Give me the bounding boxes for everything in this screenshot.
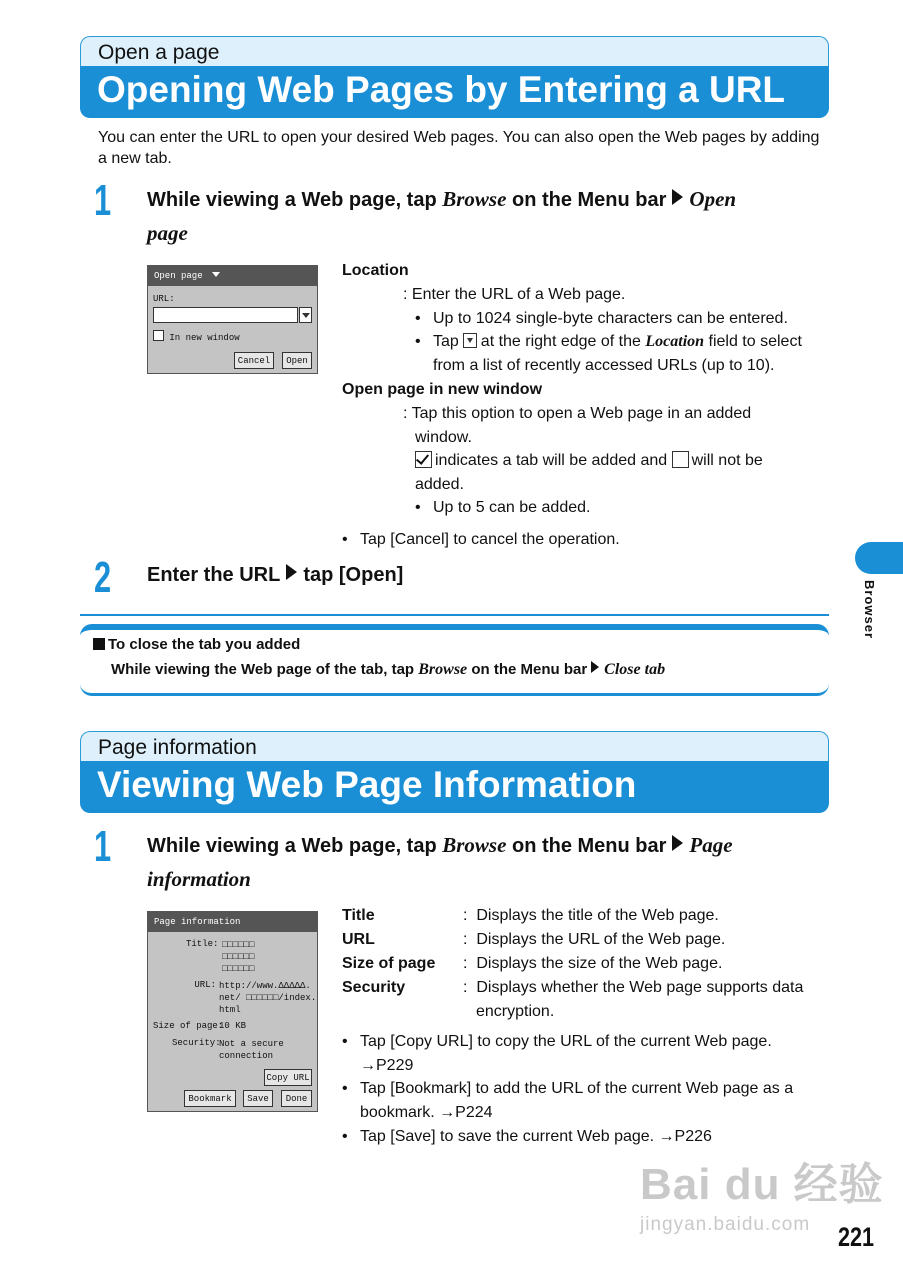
arrow-icon	[591, 661, 599, 673]
page-info-screen	[147, 911, 318, 1112]
side-tab-label: Browser	[862, 580, 877, 640]
step-instruction-2: Enter the URL tap [Open]	[147, 564, 404, 586]
field-security-label: Security	[342, 979, 406, 996]
note-box	[80, 624, 829, 696]
section-title: Opening Web Pages by Entering a URL	[80, 66, 829, 118]
bullet-copy-url: • Tap [Copy URL] to copy the URL of the current Web page. →P229	[342, 1033, 772, 1074]
size-value: 10 KB	[219, 1021, 247, 1031]
url-dropdown-button[interactable]	[299, 307, 312, 323]
section-subtitle: Open a page	[80, 36, 829, 66]
open-button[interactable]: Open	[282, 352, 312, 369]
url-label: URL:	[194, 980, 216, 990]
done-button[interactable]: Done	[281, 1090, 312, 1107]
arrow-icon	[286, 564, 297, 580]
step-number-2: 2	[94, 553, 112, 602]
side-tab-marker	[855, 542, 903, 574]
size-label: Size of page:	[153, 1021, 224, 1031]
security-value: Not a secure connection	[219, 1039, 284, 1061]
copy-url-button[interactable]: Copy URL	[264, 1069, 312, 1086]
save-button[interactable]: Save	[243, 1090, 273, 1107]
title-label: Title:	[186, 939, 219, 949]
step-number: 1	[94, 176, 112, 225]
menu-browse: Browse	[442, 187, 507, 211]
checked-box-icon	[415, 451, 432, 468]
new-window-desc: : Tap this option to open a Web page in an added window. indicates a tab will be added and will not be added.	[403, 405, 763, 493]
dropdown-icon	[463, 333, 477, 348]
bullet-save: • Tap [Save] to save the current Web page. →P226	[342, 1128, 712, 1145]
unchecked-box-icon	[672, 451, 689, 468]
new-window-option[interactable]	[153, 330, 240, 343]
chevron-down-icon	[212, 272, 220, 277]
field-size-desc: : Displays the size of the Web page.	[463, 955, 723, 972]
new-window-label: Open page in new window	[342, 381, 543, 398]
field-title-desc: : Displays the title of the Web page.	[463, 907, 719, 924]
divider	[80, 614, 829, 616]
title-value: □□□□□□ □□□□□□ □□□□□□	[222, 940, 255, 974]
section-header-open-page	[80, 36, 829, 118]
open-page-screen	[147, 265, 318, 374]
cancel-button[interactable]: Cancel	[234, 352, 274, 369]
watermark: Bai du 经验 jingyan.baidu.com	[640, 1160, 884, 1235]
page-number: 221	[838, 1222, 875, 1252]
checkbox-label: In new window	[169, 333, 240, 343]
screen-title-bar: Page information	[148, 912, 317, 932]
location-bullet-1: • Up to 1024 single-byte characters can be entered.	[415, 310, 788, 327]
screen-title-bar: Open page	[148, 266, 317, 286]
section-header-page-info	[80, 731, 829, 813]
step-instruction: While viewing a Web page, tap Browse on the Menu bar Page information	[147, 833, 733, 891]
field-url-label: URL	[342, 931, 375, 948]
arrow-icon	[672, 835, 683, 851]
bookmark-button[interactable]: Bookmark	[184, 1090, 236, 1107]
location-label: Location	[342, 262, 409, 279]
field-size-label: Size of page	[342, 955, 436, 972]
section-title: Viewing Web Page Information	[80, 761, 829, 813]
square-bullet-icon	[93, 638, 105, 650]
bullet-bookmark: • Tap [Bookmark] to add the URL of the current Web page as a bookmark. →P224	[342, 1080, 794, 1121]
field-title-label: Title	[342, 907, 375, 924]
checkbox-icon[interactable]	[153, 330, 164, 341]
security-label: Security:	[172, 1038, 221, 1048]
cancel-note: • Tap [Cancel] to cancel the operation.	[342, 531, 620, 548]
location-bullet-2: • Tap at the right edge of the Location field to select from a list of recently accessed URLs (up to 10).	[415, 333, 802, 374]
step-instruction: While viewing a Web page, tap Browse on the Menu bar Open page	[147, 187, 737, 245]
url-value: http://www.ΔΔΔΔΔ. net/ □□□□□□/index. html	[219, 981, 317, 1015]
note-heading: To close the tab you added	[93, 636, 300, 653]
location-desc: : Enter the URL of a Web page.	[403, 286, 626, 303]
url-input[interactable]	[153, 307, 298, 323]
note-text: While viewing the Web page of the tab, tap Browse on the Menu bar Close tab	[111, 661, 666, 678]
url-label: URL:	[153, 294, 175, 304]
section-subtitle: Page information	[80, 731, 829, 761]
new-window-bullet: • Up to 5 can be added.	[415, 499, 591, 516]
dropdown-arrow-icon	[302, 313, 310, 318]
field-url-desc: : Displays the URL of the Web page.	[463, 931, 726, 948]
arrow-icon	[672, 189, 683, 205]
menu-browse: Browse	[442, 833, 507, 857]
field-security-desc: : Displays whether the Web page supports data encryption.	[463, 979, 804, 1020]
step-number: 1	[94, 822, 112, 871]
intro-text: You can enter the URL to open your desired Web pages. You can also open the Web pages by adding a new tab.	[98, 129, 820, 167]
